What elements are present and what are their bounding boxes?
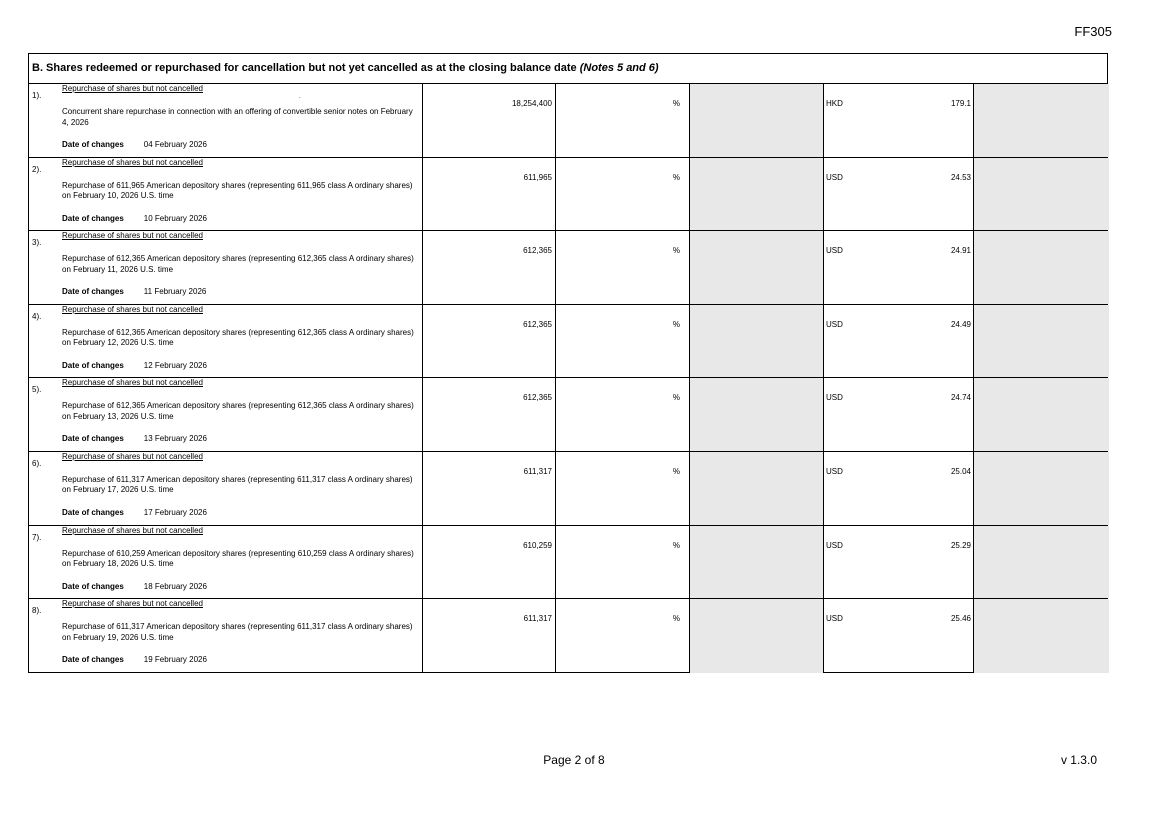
shaded-cell [690, 84, 824, 157]
shaded-cell [690, 378, 824, 451]
description-cell [29, 378, 423, 451]
price-value: 25.04 [950, 466, 971, 476]
shares-cell [423, 305, 556, 378]
percent-cell [556, 599, 690, 673]
row-index: 8). [32, 606, 42, 616]
price-cell [824, 231, 974, 304]
currency-code: USD [826, 466, 843, 476]
shares-value: 612,365 [523, 246, 552, 256]
description-cell [29, 305, 423, 378]
date-value: 12 February 2026 [143, 360, 207, 370]
shaded-cell [690, 526, 824, 599]
row-index: 3). [32, 238, 42, 248]
change-details: Repurchase of 611,317 American depository shares (representing 611,317 class A ordinary shares) on February 17, 2026 U.S. time [62, 474, 413, 495]
section-title [29, 54, 1107, 84]
change-type: Repurchase of shares but not cancelled [62, 378, 203, 388]
shaded-cell [690, 158, 824, 231]
shaded-cell [974, 378, 1109, 451]
percent-cell [556, 452, 690, 525]
form-version: v 1.3.0 [1060, 753, 1097, 767]
shaded-cell [690, 599, 824, 673]
percent-value: % [672, 393, 680, 403]
date-of-changes [62, 140, 207, 149]
shares-cell [423, 599, 556, 673]
change-details: Repurchase of 612,365 American depository shares (representing 612,365 class A ordinary shares) on February 12, 2026 U.S. time [62, 327, 414, 348]
currency-code: USD [826, 393, 843, 403]
price-value: 25.46 [950, 614, 971, 624]
currency-code: HKD [826, 99, 843, 108]
percent-value: % [672, 540, 680, 550]
description-cell [29, 526, 423, 599]
percent-cell [556, 231, 690, 304]
shares-value: 611,965 [523, 172, 552, 182]
price-value: 24.91 [950, 246, 971, 256]
shaded-cell [690, 452, 824, 525]
currency-code: USD [826, 614, 843, 624]
change-type: Repurchase of shares but not cancelled [62, 525, 203, 535]
price-cell [824, 378, 974, 451]
shaded-cell [974, 231, 1109, 304]
date-of-changes [62, 582, 207, 591]
shares-cell [423, 378, 556, 451]
row-index: 2). [32, 164, 42, 174]
change-details: Repurchase of 611,317 American depository shares (representing 611,317 class A ordinary shares) on February 19, 2026 U.S. time [62, 622, 413, 642]
shaded-cell [974, 305, 1109, 378]
table-row [29, 378, 1107, 452]
shares-cell [423, 526, 556, 599]
change-type: Repurchase of shares but not cancelled [62, 304, 203, 314]
date-label: Date of changes [62, 140, 124, 149]
price-value: 25.29 [950, 540, 971, 550]
percent-value: % [672, 99, 680, 108]
change-type: Repurchase of shares but not cancelled [62, 599, 203, 609]
percent-cell [556, 158, 690, 231]
shares-value: 612,365 [523, 319, 552, 329]
shares-value: 611,317 [523, 466, 552, 476]
date-of-changes [62, 508, 207, 517]
currency-code: USD [826, 540, 843, 550]
price-cell [824, 526, 974, 599]
percent-cell [556, 305, 690, 378]
table-row [29, 526, 1107, 600]
date-of-changes [62, 287, 206, 296]
date-value: 17 February 2026 [143, 507, 207, 517]
table-row [29, 84, 1107, 158]
date-of-changes [62, 434, 207, 443]
change-details: Concurrent share repurchase in connection with an offering of convertible senior notes on February 4, 2026 [62, 107, 413, 127]
table-row [29, 158, 1107, 232]
change-details: Repurchase of 612,365 American depository shares (representing 612,365 class A ordinary shares) on February 11, 2026 U.S. time [62, 254, 414, 274]
shares-cell [423, 452, 556, 525]
percent-value: % [672, 319, 680, 329]
date-label: Date of changes [62, 360, 124, 370]
change-details: Repurchase of 610,259 American depository shares (representing 610,259 class A ordinary shares) on February 18, 2026 U.S. time [62, 548, 414, 569]
date-label: Date of changes [62, 507, 124, 517]
shaded-cell [974, 526, 1109, 599]
change-type: Repurchase of shares but not cancelled [62, 231, 203, 241]
percent-cell [556, 84, 690, 157]
price-cell [824, 599, 974, 673]
row-index: 5). [32, 385, 42, 395]
price-cell [824, 158, 974, 231]
row-index: 4). [32, 311, 42, 321]
description-cell [29, 231, 423, 304]
description-cell [29, 599, 423, 673]
table-row [29, 452, 1107, 526]
percent-value: % [672, 614, 680, 624]
repurchase-rows [29, 84, 1107, 673]
page-number: Page 2 of 8 [543, 753, 605, 767]
date-value: 10 February 2026 [143, 213, 207, 223]
date-of-changes [62, 214, 207, 223]
form-code: FF305 [1074, 24, 1112, 39]
price-cell [824, 84, 974, 157]
date-label: Date of changes [62, 655, 124, 665]
row-index: 7). [32, 532, 42, 542]
currency-code: USD [826, 172, 843, 182]
description-cell [29, 452, 423, 525]
shaded-cell [690, 231, 824, 304]
row-index: 1). [32, 91, 42, 100]
date-label: Date of changes [62, 581, 124, 591]
shaded-cell [690, 305, 824, 378]
date-value: 18 February 2026 [143, 581, 207, 591]
shaded-cell [974, 452, 1109, 525]
shares-value: 610,259 [523, 540, 552, 550]
date-label: Date of changes [62, 213, 124, 223]
change-type: Repurchase of shares but not cancelled [62, 451, 203, 461]
change-type: Repurchase of shares but not cancelled [62, 84, 203, 93]
section-title-text: B. Shares redeemed or repurchased for cancellation but not yet cancelled as at the closing balance date [32, 62, 577, 74]
date-label: Date of changes [62, 287, 124, 297]
percent-value: % [672, 466, 680, 476]
row-index: 6). [32, 458, 42, 468]
date-of-changes [62, 361, 207, 370]
price-value: 24.49 [950, 319, 971, 329]
shares-value: 18,254,400 [511, 99, 552, 108]
shaded-cell [974, 158, 1109, 231]
shares-cell [423, 231, 556, 304]
date-value: 19 February 2026 [143, 655, 207, 665]
section-notes: (Notes 5 and 6) [579, 62, 659, 74]
dot-mark: . [299, 94, 301, 100]
currency-code: USD [826, 319, 843, 329]
shaded-cell [974, 599, 1109, 673]
description-cell [29, 158, 423, 231]
table-row [29, 305, 1107, 379]
price-value: 24.74 [950, 393, 971, 403]
shares-cell [423, 84, 556, 157]
shares-cell [423, 158, 556, 231]
percent-value: % [672, 172, 680, 182]
date-label: Date of changes [62, 434, 124, 444]
change-details: Repurchase of 611,965 American depository shares (representing 611,965 class A ordinary shares) on February 10, 2026 U.S. time [62, 180, 413, 201]
price-cell [824, 452, 974, 525]
percent-cell [556, 526, 690, 599]
price-cell [824, 305, 974, 378]
shaded-cell [974, 84, 1109, 157]
price-value: 24.53 [950, 172, 971, 182]
description-cell [29, 84, 423, 157]
date-value: 11 February 2026 [143, 287, 207, 297]
date-value: 13 February 2026 [143, 434, 207, 444]
percent-cell [556, 378, 690, 451]
shares-value: 612,365 [523, 393, 552, 403]
shares-value: 611,317 [523, 614, 552, 624]
price-value: 179.1 [950, 99, 971, 108]
date-of-changes [62, 655, 207, 664]
date-value: 04 February 2026 [143, 140, 207, 149]
change-type: Repurchase of shares but not cancelled [62, 157, 203, 167]
percent-value: % [672, 246, 680, 256]
table-row [29, 599, 1107, 673]
repurchase-section [28, 53, 1108, 673]
table-row [29, 231, 1107, 305]
currency-code: USD [826, 246, 843, 256]
change-details: Repurchase of 612,365 American depository shares (representing 612,365 class A ordinary shares) on February 13, 2026 U.S. time [62, 401, 414, 421]
